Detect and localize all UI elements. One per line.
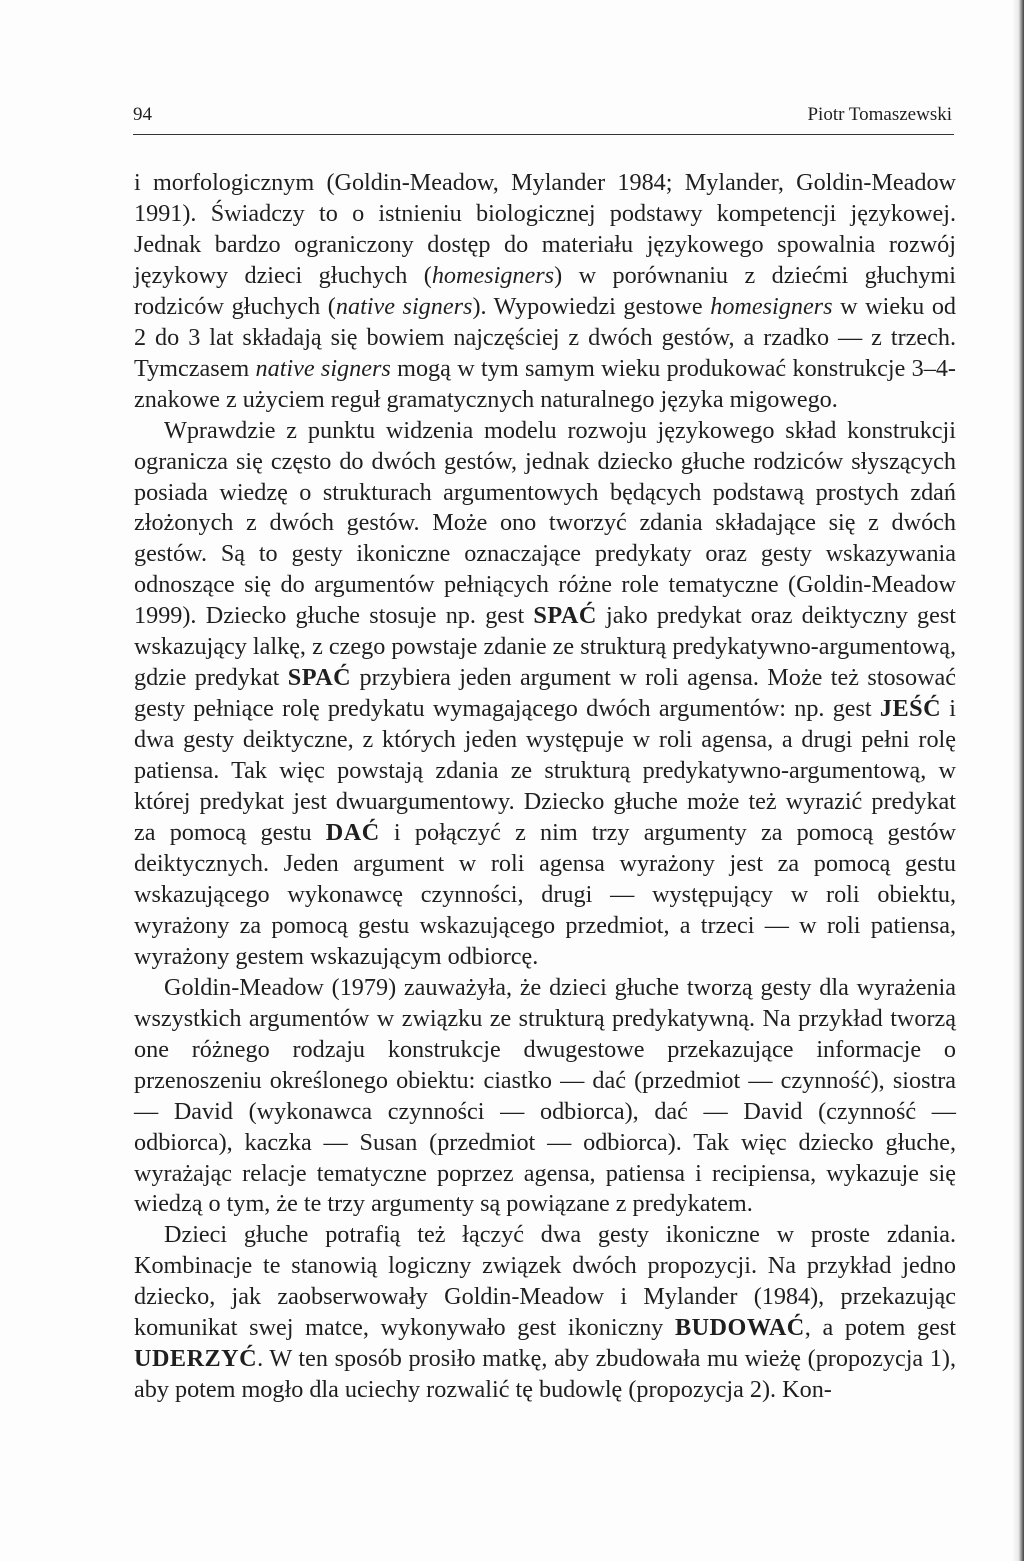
text-run: Dzieci głuche potrafią też łączyć dwa gesty ikoniczne w proste zdania. Kombinacje te stanowią logiczny związek dwóch propozycji. Na przykład jedno dziecko, jak zaobserwowały Goldin-Meadow i Mylander (1984), przekazując komunikat swej matce, wykonywało gest ikoniczny [134,1221,956,1342]
text-run: ). Wypowiedzi gestowe [472,292,711,320]
paragraph [134,168,956,416]
gesture-term: JEŚĆ [879,695,942,723]
text-run: i morfologicznym (Goldin-Meadow, Mylander 1984; Mylander, Goldin-Meadow 1991). Świadczy to o istnieniu biologicznej podstawy kompetencji językowej. Jednak bardzo ograniczony dostęp do materiału językowego spowalnia rozwój językowy dzieci głuchych ( [134,169,956,289]
page-header [133,102,954,135]
text-run: i połączyć z nim trzy argumenty za pomocą gestów deiktycznych. Jeden argument w roli agensa wyrażony jest za pomocą gestu wskazującego wykonawcę czynności, drugi — występujący w roli obiektu, wyrażony za pomocą gestu wskazującego przedmiot, a trzeci — w roli patiensa, wyrażony gestem wskazującym odbiorcę. [134,819,956,970]
paragraph [134,973,956,1221]
text-run: , a potem gest [804,1314,956,1342]
page-edge-shadow [1012,0,1024,1561]
text-run: Wprawdzie z punktu widzenia modelu rozwoju językowego skład konstrukcji ogranicza się często do dwóch gestów, jednak dziecko głuche rodziców słyszących posiada wiedzę o strukturach argumentowych będących podstawą prostych zdań złożonych z dwóch gestów. Może ono tworzyć zdania składające się z dwóch gestów. Są to gesty ikoniczne oznaczające predykaty oraz gesty wskazywania odnoszące się do argumentów pełniących różne role tematyczne (Goldin-Meadow 1999). Dziecko głuche stosuje np. gest [134,416,956,630]
paragraph [134,416,956,973]
text-run: mogą w tym samym wieku produkować konstrukcje 3–4-znakowe z użyciem reguł gramatycznych naturalnego języka migowego. [134,354,956,413]
italic-term: native signers [335,292,473,320]
gesture-term: BUDOWAĆ [674,1314,805,1342]
text-run: jako predykat oraz deiktyczny gest wskazujący lalkę, z czego powstaje zdanie ze strukturą predykatywno-argumentową, gdzie predykat [134,602,957,692]
body-text [134,168,956,1406]
gesture-term: SPAĆ [533,602,597,630]
gesture-term: SPAĆ [287,664,352,692]
text-run: przybiera jeden argument w roli agensa. Może też stosować gesty pełniące rolę predykatu wymagającego dwóch argumentów: np. gest [134,664,956,723]
italic-term: homesigners [710,292,833,320]
text-run: ) w porównaniu z dziećmi głuchymi rodziców głuchych ( [134,261,956,320]
gesture-term: UDERZYĆ [134,1345,258,1373]
text-run: Goldin-Meadow (1979) zauważyła, że dzieci głuche tworzą gesty dla wyrażenia wszystkich argumentów w związku ze strukturą predykatywną. Na przykład tworzą one różnego rodzaju konstrukcje dwugestowe przekazujące informacje o przenoszeniu określonego obiektu: ciastko — dać (przedmiot — czynność), siostra — David (wykonawca czynności — odbiorca), dać — David (czynność — odbiorca), kaczka — Susan (przedmiot — odbiorca). Tak więc dziecko głuche, wyrażając relacje tematyczne poprzez agensa, patiensa i recipiensa, wykazuje się wiedzą o tym, że te trzy argumenty są powiązane z predykatem. [134,973,956,1218]
running-head-author: Piotr Tomaszewski [807,104,952,125]
italic-term: homesigners [431,261,555,289]
text-run: i dwa gesty deiktyczne, z których jeden występuje w roli agensa, a drugi pełni rolę patiensa. Tak więc powstają zdania ze strukturą predykatywno-argumentową, w której predykat jest dwuargumentowy. Dziecko głuche może też wyrazić predykat za pomocą gestu [134,695,956,847]
page-number: 94 [133,104,152,125]
italic-term: native signers [255,354,391,382]
gesture-term: DAĆ [325,819,380,847]
text-run: . W ten sposób prosiło matkę, aby zbudowała mu wieżę (propozycja 1), aby potem mogło dla uciechy rozwalić tę budowlę (propozycja 2). Kon- [134,1345,956,1404]
text-run: w wieku od 2 do 3 lat składają się bowiem najczęściej z dwóch gestów, a rzadko — z trzech. Tymczasem [134,292,957,382]
paragraph [134,1220,956,1406]
